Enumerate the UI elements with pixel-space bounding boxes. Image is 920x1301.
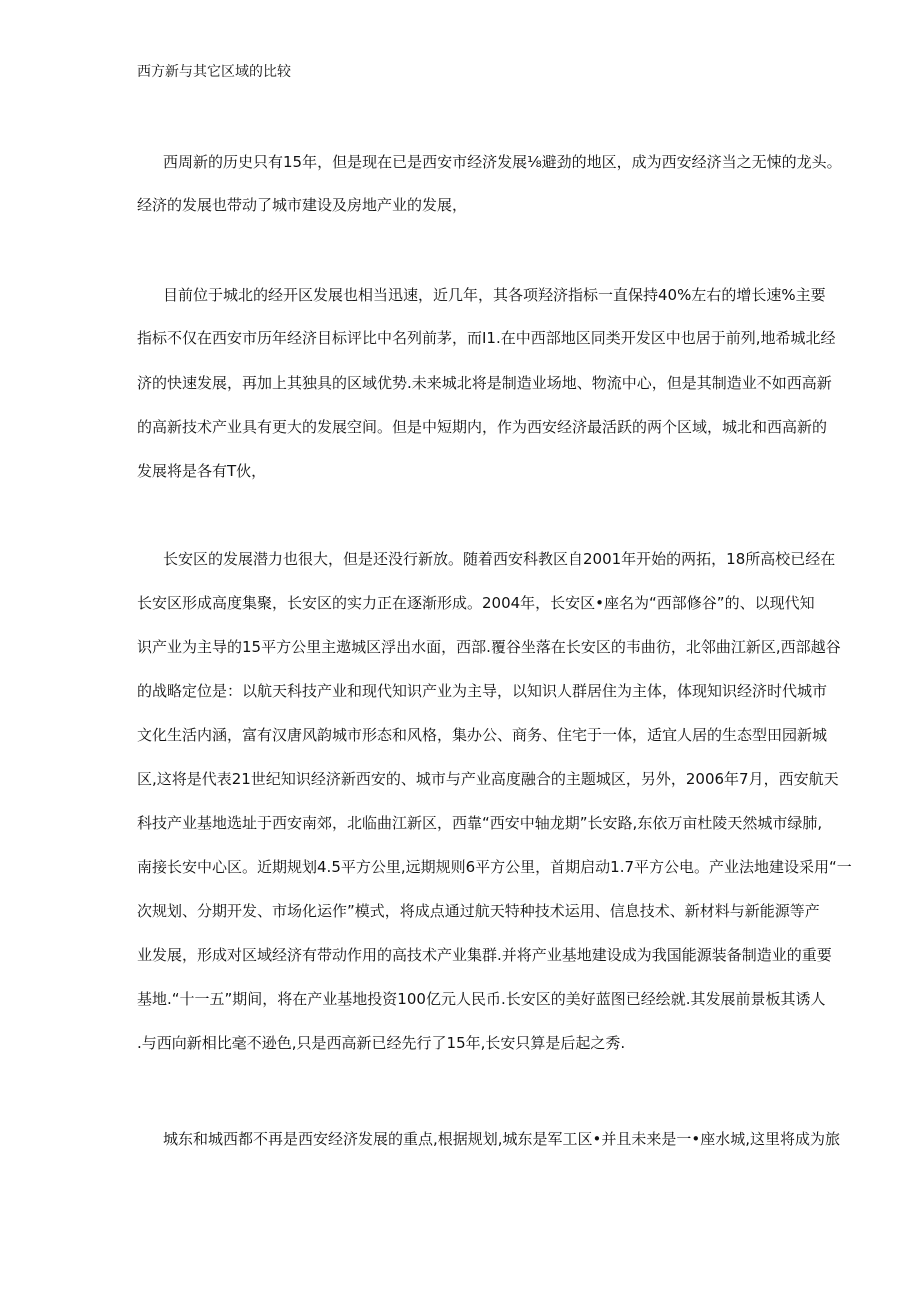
paragraph-line: 南接长安中心区。近期规划4.5平方公里,远期规则6平方公里，首期启动1.7平方公电。产业法地建设采用“一: [137, 858, 852, 876]
paragraph-line: 发展将是各有T伙，: [137, 462, 267, 480]
paragraph-line: 长安区形成高度集聚，长安区的实力正在逐渐形成。2004年，长安区•座名为“西部修谷”的、以现代知: [137, 594, 815, 612]
paragraph-line: 业发展，形成对区域经济有带动作用的高技术产业集群.并将产业基地建设成为我国能源装备制造业的重要: [137, 946, 832, 964]
paragraph-line: 城东和城西都不再是西安经济发展的重点,根据规划,城东是军工区•并且未来是一•座水城,这里将成为旅: [163, 1130, 841, 1148]
paragraph-line: 目前位于城北的经开区发展也相当迅速，近几年，其各项羟济指标一直保持40%左右的增长速%主要: [163, 286, 826, 304]
paragraph-line: 识产业为主导的15平方公里主遨城区浮出水面，西部.覆谷坐落在长安区的韦曲彷，北邻曲江新区,西部越谷: [137, 638, 841, 656]
paragraph-line: 西周新的历史只有15年，但是现在已是西安市经济发展⅛避劲的地区，成为西安经济当之无悚的龙头。: [163, 153, 842, 171]
paragraph-line: 基地.“十一五”期间，将在产业基地投资100亿元人民币.长安区的美好蓝图已经绘就.其发展前景板其诱人: [137, 990, 826, 1008]
paragraph-line: 次规划、分期开发、市场化运作”模式，将成点通过航天特种技术运用、信息技术、新材料与新能源等产: [137, 902, 820, 920]
paragraph-line: 区,这将是代表21世纪知识经济新西安的、城市与产业高度融合的主题城区，另外，2006年7月，西安航天: [137, 770, 839, 788]
paragraph-line: 科技产业基地选址于西安南郊，北临曲江新区，西靠“西安中轴龙期”长安路,东依万亩杜陵天然城市绿肺,: [137, 814, 823, 832]
paragraph-line: 长安区的发展潜力也很大，但是还没行新放。随着西安科教区自2001年开始的两拓，18所高校已经在: [163, 550, 836, 568]
paragraph-line: 济的快速发展，再加上其独具的区域优势.未来城北将是制造业场地、物流中心，但是其制造业不如西高新: [137, 374, 832, 392]
paragraph-line: 指标不仅在西安市历年经济目标评比中名列前茅，而I1.在中西部地区同类开发区中也居于前列,地希城北经: [137, 329, 836, 347]
paragraph-line: 的高新技术产业具有更大的发展空间。但是中短期内，作为西安经济最活跃的两个区域，城北和西高新的: [137, 418, 828, 436]
document-title: 西方新与其它区域的比较: [137, 64, 291, 80]
paragraph-line: 文化生活内涵，富有汉唐风韵城市形态和风格，集办公、商务、住宅于一体，适宜人居的生态型田园新城: [137, 726, 828, 744]
paragraph-line: .与西向新相比毫不逊色,只是西高新已经先行了15年,长安只算是后起之秀.: [137, 1034, 626, 1052]
paragraph-line: 的战略定位是：以航天科技产业和现代知识产业为主导，以知识人群居住为主体，体现知识经济时代城市: [137, 682, 828, 700]
paragraph-line: 经济的发展也带动了城市建设及房地产业的发展，: [137, 196, 468, 214]
